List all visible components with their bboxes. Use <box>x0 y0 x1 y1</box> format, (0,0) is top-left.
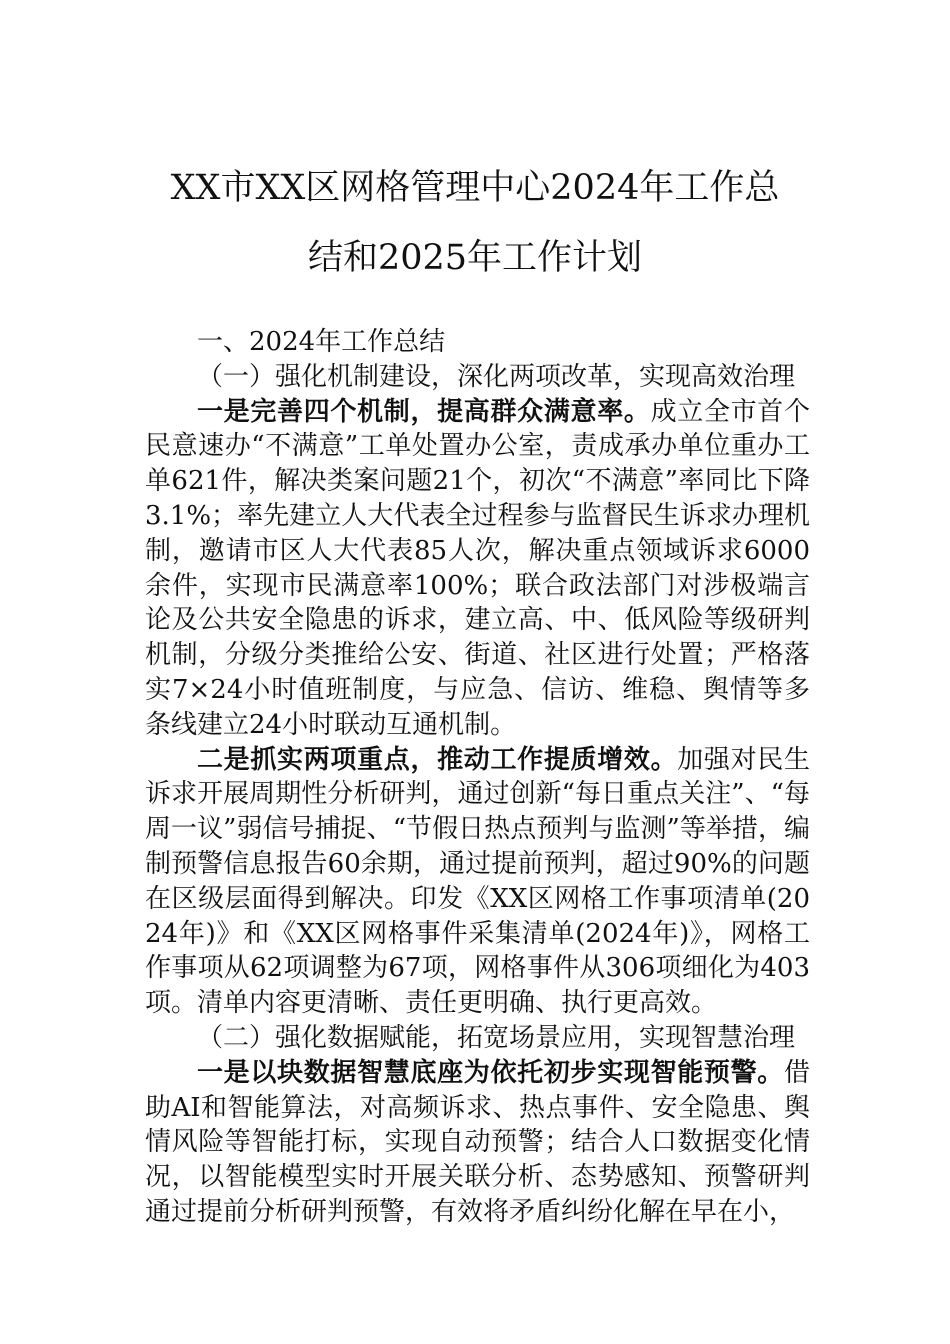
paragraph-lead: 二是抓实两项重点，推动工作提质增效。 <box>197 744 678 775</box>
paragraph-text: 加强对民生诉求开展周期性分析研判，通过创新“每日重点关注”、“每周一议”弱信号捕捉、“节假日热点预判与监测”等举措，编制预警信息报告60余期，通过提前预判，超过90%的问题在区级层面得到解决。印发《XX区网格工作事项清单(2024年)》和《XX区网格事件采集清单(2024年)》，网格工作事项从62项调整为67项，网格事件从306项细化为403项。清单内容更清晰、责任更明确、执行更高效。 <box>145 744 810 1019</box>
paragraph-four-mechanisms <box>145 395 810 743</box>
paragraph-two-priorities <box>145 743 810 1021</box>
paragraph-text: 借助AI和智能算法，对高频诉求、热点事件、安全隐患、舆情风险等智能打标，实现自动预警；结合人口数据变化情况，以智能模型实时开展关联分析、态势感知、预警研判通过提前分析研判预警，有效将矛盾纠纷化解在早在小， <box>145 1057 810 1227</box>
document-title-line-2: 结和2025年工作计划 <box>307 238 643 278</box>
paragraph-text: 成立全市首个民意速办“不满意”工单处置办公室，责成承办单位重办工单621件，解决类案问题21个，初次“不满意”率同比下降3.1%；率先建立人大代表全过程参与监督民生诉求办理机制，邀请市区人大代表85人次，解决重点领域诉求6000余件，实现市民满意率100%；联合政法部门对涉极端言论及公共安全隐患的诉求，建立高、中、低风险等级研判机制，分级分类推给公安、街道、社区进行处置；严格落实7×24小时值班制度，与应急、信访、维稳、舆情等多条线建立24小时联动互通机制。 <box>145 396 810 740</box>
document-title-line-1: XX市XX区网格管理中心2024年工作总 <box>170 168 780 208</box>
section-heading-2024-summary: 一、2024年工作总结 <box>197 327 446 357</box>
document-body <box>145 325 810 1230</box>
subsection-heading-data: （二）强化数据赋能，拓宽场景应用，实现智慧治理 <box>197 1022 796 1053</box>
paragraph-lead: 一是以块数据智慧底座为依托初步实现智能预警。 <box>197 1057 784 1088</box>
paragraph-smart-warning <box>145 1056 810 1230</box>
subsection-heading-mechanism: （一）强化机制建设，深化两项改革，实现高效治理 <box>197 361 796 392</box>
paragraph-lead: 一是完善四个机制，提高群众满意率。 <box>197 396 651 427</box>
